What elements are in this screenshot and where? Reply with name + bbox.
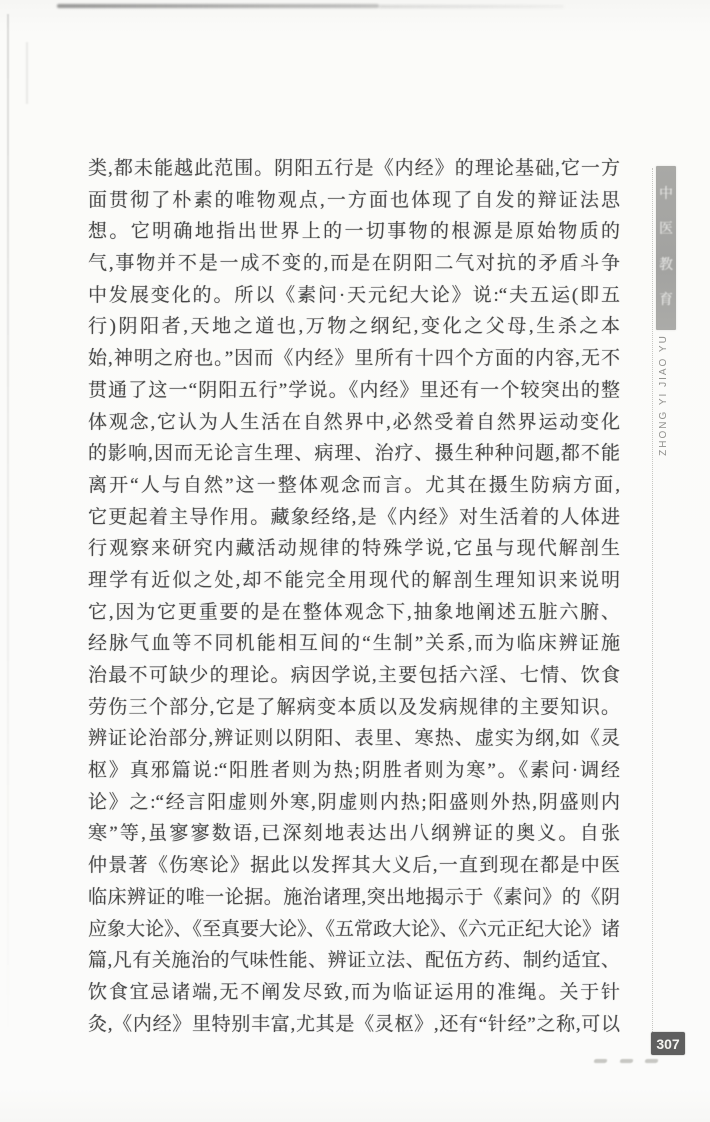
text-line: 中发展变化的。所以《素问·天元纪大论》说:“夫五运(即五 [88,284,620,306]
text-line: 的影响,因而无论言生理、病理、治疗、摄生种种问题,都不能 [88,443,620,465]
text-line: 篇,凡有关施治的气味性能、辨证立法、配伍方药、制约适宜、 [88,950,620,972]
text-line: 想。它明确地指出世界上的一切事物的根源是原始物质的 [88,221,620,243]
text-line: 饮食宜忌诸端,无不阐发尽致,而为临证运用的准绳。关于针 [88,981,620,1003]
text-line: 临床辨证的唯一论据。施治诸理,突出地揭示于《素问》的《阴 [88,886,620,908]
scan-top-shadow-faint [379,5,564,8]
banner-char: 育 [659,293,673,309]
text-line: 劳伤三个部分,它是了解病变本质以及发病规律的主要知识。 [88,696,620,718]
text-line: 行观察来研究内藏活动规律的特殊学说,它虽与现代解剖生 [88,538,620,560]
dash-mark [619,1059,633,1063]
text-line: 它,因为它更重要的是在整体观念下,抽象地阐述五脏六腑、 [88,601,620,623]
sidebar-pinyin-label: ZHONG YI JIAO YU [658,334,669,456]
text-line: 离开“人与自然”这一整体观念而言。尤其在摄生防病方面, [88,474,620,496]
body-text [88,153,620,1040]
scan-left-tick [26,42,28,104]
dash-mark [594,1059,608,1063]
text-line: 始,神明之府也。”因而《内经》里所有十四个方面的内容,无不 [88,348,620,370]
text-line: 面贯彻了朴素的唯物观点,一方面也体现了自发的辩证法思 [88,189,620,211]
text-line: 枢》真邪篇说:“阳胜者则为热;阴胜者则为寒”。《素问·调经 [88,760,620,782]
scan-left-edge-line [7,14,9,1042]
text-line: 它更起着主导作用。藏象经络,是《内经》对生活着的人体进 [88,506,620,528]
text-line: 体观念,它认为人生活在自然界中,必然受着自然界运动变化 [88,411,620,433]
text-line: 经脉气血等不同机能相互间的“生制”关系,而为临床辨证施 [88,633,620,655]
text-line: 贯通了这一“阴阳五行”学说。《内经》里还有一个较突出的整 [88,379,620,401]
scan-artifact-dashes [594,1058,658,1064]
text-line: 辨证论治部分,辨证则以阴阳、表里、寒热、虚实为纲,如《灵 [88,728,620,750]
sidebar-banner [656,166,676,330]
sidebar-dotted-rule [652,168,653,1046]
banner-char: 医 [659,222,673,238]
text-line: 理学有近似之处,却不能完全用现代的解剖生理知识来说明 [88,569,620,591]
dash-mark [645,1059,659,1063]
text-line: 气,事物并不是一成不变的,而是在阴阳二气对抗的矛盾斗争 [88,253,620,275]
text-line: 仲景著《伤寒论》据此以发挥其大义后,一直到现在都是中医 [88,855,620,877]
scan-top-shadow [57,4,379,8]
text-line: 治最不可缺少的理论。病因学说,主要包括六淫、七情、饮食 [88,665,620,686]
text-line: 应象大论》、《至真要大论》、《五常政大论》、《六元正纪大论》诸 [88,918,620,940]
text-line: 类,都未能越此范围。阴阳五行是《内经》的理论基础,它一方 [88,158,620,179]
text-line: 行)阴阳者,天地之道也,万物之纲纪,变化之父母,生杀之本 [88,316,620,338]
text-line: 灸,《内经》里特别丰富,尤其是《灵枢》,还有“针经”之称,可以 [88,1013,620,1035]
banner-char: 中 [659,186,673,202]
banner-char: 教 [659,257,673,273]
text-line: 寒”等,虽寥寥数语,已深刻地表达出八纲辨证的奥义。自张 [88,823,620,845]
page-number-badge: 307 [651,1032,685,1055]
text-line: 论》之:“经言阳虚则外寒,阴虚则内热;阳盛则外热,阴盛则内 [88,791,620,813]
